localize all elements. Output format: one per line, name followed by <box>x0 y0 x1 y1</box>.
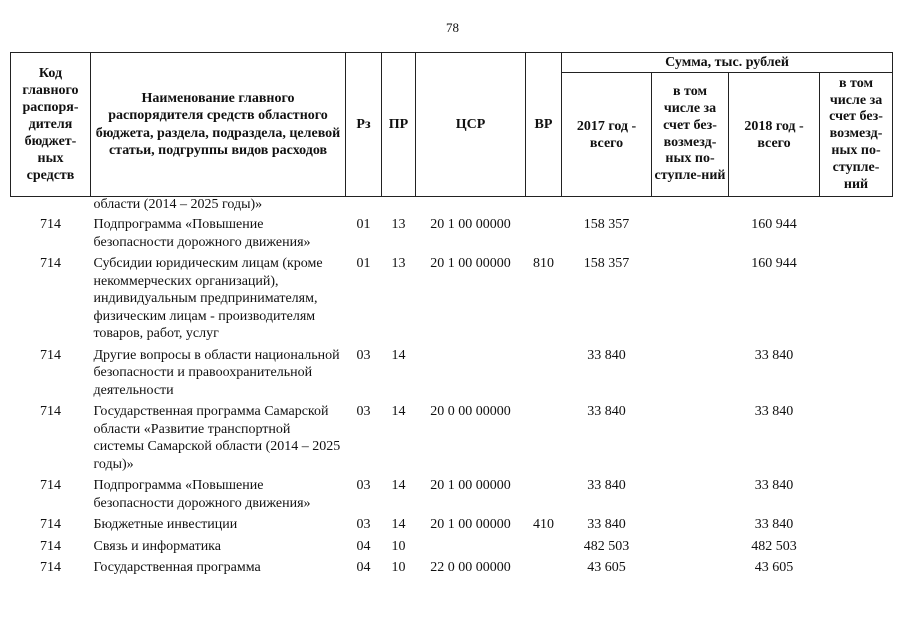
table-row <box>11 403 893 477</box>
cell-2018-gratuitous <box>820 477 893 516</box>
cell-code: 714 <box>40 347 61 363</box>
cell-2017-total: 33 840 <box>587 517 626 533</box>
cell-2018-gratuitous <box>820 559 893 581</box>
cell-vr <box>526 216 562 255</box>
cell-csr: 20 1 00 00000 <box>430 256 511 272</box>
cell-2017-gratuitous <box>652 347 729 404</box>
continuation-row <box>11 197 893 217</box>
cell-rz: 04 <box>356 560 371 576</box>
cell-2017-total: 33 840 <box>587 347 626 363</box>
cell-vr <box>526 347 562 404</box>
header-2018-total: 2018 год - всего <box>729 73 820 197</box>
cell-rz: 03 <box>356 517 371 533</box>
header-csr: ЦСР <box>416 53 526 197</box>
cell-name: Подпрограмма «Повышение безопасности дорожного движения» <box>93 217 311 250</box>
table-row <box>11 216 893 255</box>
cell-2018-gratuitous <box>820 516 893 538</box>
cell-csr: 20 1 00 00000 <box>430 478 511 494</box>
page-number: 78 <box>446 20 459 35</box>
cell-rz: 03 <box>356 347 371 363</box>
cell-2017-total: 33 840 <box>587 404 626 420</box>
cell-2017-gratuitous <box>652 255 729 347</box>
table-row <box>11 347 893 404</box>
cell-pr: 14 <box>391 517 406 533</box>
table-row <box>11 477 893 516</box>
table-row <box>11 516 893 538</box>
cell-2018-gratuitous <box>820 255 893 347</box>
header-sum-title: Сумма, тыс. рублей <box>562 53 893 73</box>
table-row <box>11 538 893 560</box>
cell-vr <box>526 559 562 581</box>
header-vr: ВР <box>526 53 562 197</box>
cell-csr: 22 0 00 00000 <box>430 560 511 576</box>
cell-pr: 13 <box>391 256 406 272</box>
cell-2018-total: 33 840 <box>754 404 794 420</box>
cell-rz: 03 <box>356 404 371 420</box>
cell-csr: 20 0 00 00000 <box>430 404 511 420</box>
cell-code: 714 <box>40 538 61 554</box>
table-body <box>11 197 893 581</box>
cell-name: Связь и информатика <box>93 538 221 554</box>
cell-vr: 810 <box>533 256 554 272</box>
cell-2017-total: 33 840 <box>587 478 626 494</box>
cell-2017-gratuitous <box>652 538 729 560</box>
cell-csr <box>416 347 526 404</box>
cell-code: 714 <box>40 404 61 420</box>
cell-2018-total: 43 605 <box>754 560 794 576</box>
cell-2017-gratuitous <box>652 216 729 255</box>
cell-2018-gratuitous <box>820 403 893 477</box>
cell-csr <box>416 538 526 560</box>
cell-pr: 14 <box>391 478 406 494</box>
cell-vr: 410 <box>533 517 554 533</box>
cell-name: Подпрограмма «Повышение безопасности дорожного движения» <box>93 478 311 511</box>
cell-vr <box>526 403 562 477</box>
header-2018-gratuitous: в том числе за счет без-возмезд-ных по-ступле-ний <box>820 73 893 197</box>
cell-code: 714 <box>40 517 61 533</box>
cell-csr: 20 1 00 00000 <box>430 517 511 533</box>
cell-pr: 14 <box>391 404 406 420</box>
cell-code: 714 <box>40 256 61 272</box>
table-header <box>11 53 893 197</box>
cell-2018-gratuitous <box>820 216 893 255</box>
cell-2017-gratuitous <box>652 403 729 477</box>
cell-rz: 01 <box>356 256 371 272</box>
cell-vr <box>526 538 562 560</box>
cell-pr: 10 <box>391 560 406 576</box>
cell-2017-total: 482 503 <box>583 538 630 554</box>
cell-name: Бюджетные инвестиции <box>93 517 238 533</box>
cell-2018-total: 33 840 <box>754 517 794 533</box>
cell-vr <box>526 477 562 516</box>
cell-rz: 03 <box>356 478 371 494</box>
cell-name: Субсидии юридическим лицам (кроме некоммерческих организаций), индивидуальным предпринимателям, физическим лицам - производителям товаров, работ, услуг <box>93 256 323 342</box>
cell-pr: 13 <box>391 217 406 233</box>
cell-rz: 01 <box>356 217 371 233</box>
continuation-text: области (2014 – 2025 годы)» <box>93 197 263 213</box>
cell-2018-total: 482 503 <box>751 538 797 554</box>
table-row <box>11 559 893 581</box>
budget-table <box>10 52 893 581</box>
cell-2018-total: 33 840 <box>754 478 794 494</box>
cell-code: 714 <box>40 478 61 494</box>
cell-2017-gratuitous <box>652 559 729 581</box>
cell-2018-gratuitous <box>820 538 893 560</box>
header-code: Код главного распоря-дителя бюджет-ных средств <box>11 53 91 197</box>
header-name: Наименование главного распорядителя средств областного бюджета, раздела, подраздела, целевой статьи, подгруппы видов расходов <box>91 53 346 197</box>
cell-2017-total: 43 605 <box>587 560 626 576</box>
cell-2018-total: 33 840 <box>754 347 794 363</box>
header-2017-gratuitous: в том числе за счет без-возмезд-ных по-ступле-ний <box>652 73 729 197</box>
header-rz: Рз <box>346 53 382 197</box>
table-row <box>11 255 893 347</box>
cell-pr: 10 <box>391 538 406 554</box>
cell-2017-gratuitous <box>652 516 729 538</box>
header-2017-total: 2017 год - всего <box>562 73 652 197</box>
cell-2018-gratuitous <box>820 347 893 404</box>
cell-2017-total: 158 357 <box>583 217 630 233</box>
cell-2017-total: 158 357 <box>583 256 630 272</box>
cell-name: Государственная программа <box>93 560 261 576</box>
cell-2017-gratuitous <box>652 477 729 516</box>
cell-csr: 20 1 00 00000 <box>430 217 511 233</box>
header-pr: ПР <box>382 53 416 197</box>
cell-2018-total: 160 944 <box>751 217 797 233</box>
cell-name: Другие вопросы в области национальной безопасности и правоохранительной деятельности <box>93 347 340 398</box>
cell-code: 714 <box>40 560 61 576</box>
cell-name: Государственная программа Самарской области «Развитие транспортной системы Самарской области (2014 – 2025 годы)» <box>93 404 341 472</box>
cell-code: 714 <box>40 217 61 233</box>
cell-rz: 04 <box>356 538 371 554</box>
cell-pr: 14 <box>391 347 406 363</box>
cell-2018-total: 160 944 <box>751 256 797 272</box>
